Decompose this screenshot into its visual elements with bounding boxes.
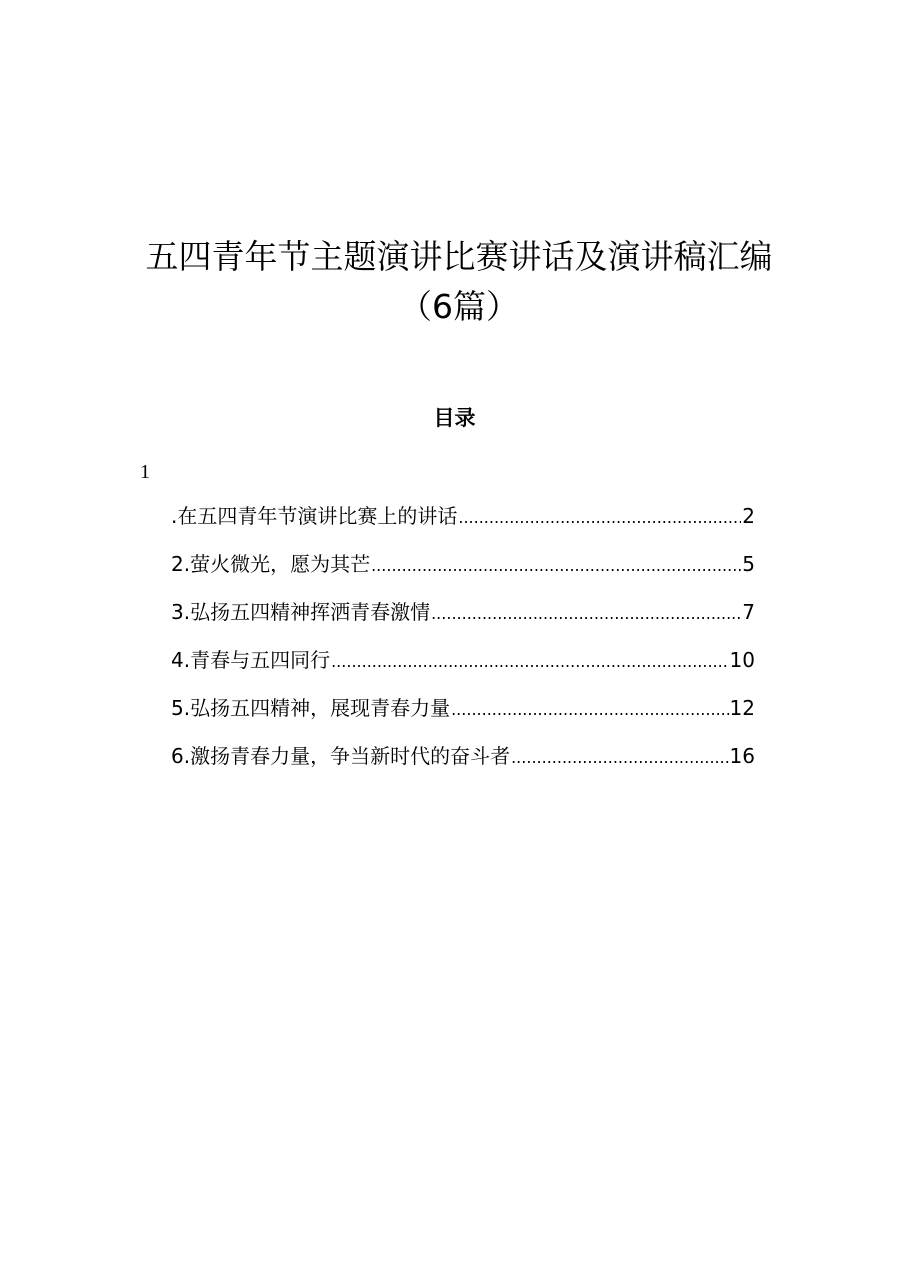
- toc-leader-dots: [458, 501, 741, 535]
- toc-entry-page: 12: [729, 696, 755, 720]
- toc-leader-dots: [331, 645, 728, 679]
- table-of-contents: [171, 499, 755, 787]
- toc-entry-page: 5: [742, 552, 755, 576]
- toc-entry-title: 4.青春与五四同行: [171, 648, 331, 672]
- document-title-line-1: 五四青年节主题演讲比赛讲话及演讲稿汇编: [145, 237, 773, 276]
- document-title-line-2: （6篇）: [399, 287, 519, 326]
- toc-entry-title: .在五四青年节演讲比赛上的讲话: [171, 504, 458, 528]
- toc-entry-2[interactable]: [171, 547, 755, 595]
- toc-entry-title: 3.弘扬五四精神挥洒青春激情: [171, 600, 431, 624]
- toc-entry-title: 2.萤火微光，愿为其芒: [171, 552, 371, 576]
- toc-leader-dots: [431, 597, 741, 631]
- document-title: [100, 232, 818, 332]
- toc-entry-page: 16: [729, 744, 755, 768]
- toc-entry-6[interactable]: [171, 739, 755, 787]
- toc-entry-page: 7: [742, 600, 755, 624]
- toc-entry-1[interactable]: [171, 499, 755, 547]
- toc-entry-title: 5.弘扬五四精神，展现青春力量: [171, 696, 451, 720]
- toc-entry-page: 2: [742, 504, 755, 528]
- toc-leader-dots: [371, 549, 741, 583]
- toc-entry-4[interactable]: [171, 643, 755, 691]
- toc-heading: 目录: [433, 405, 476, 430]
- toc-entry-page: 10: [729, 648, 755, 672]
- toc-entry-3[interactable]: [171, 595, 755, 643]
- toc-leader-dots: [451, 693, 728, 727]
- toc-leader-dots: [511, 741, 728, 775]
- toc-entry-5[interactable]: [171, 691, 755, 739]
- toc-entry-title: 6.激扬青春力量，争当新时代的奋斗者: [171, 744, 511, 768]
- stray-page-number: 1: [140, 461, 150, 483]
